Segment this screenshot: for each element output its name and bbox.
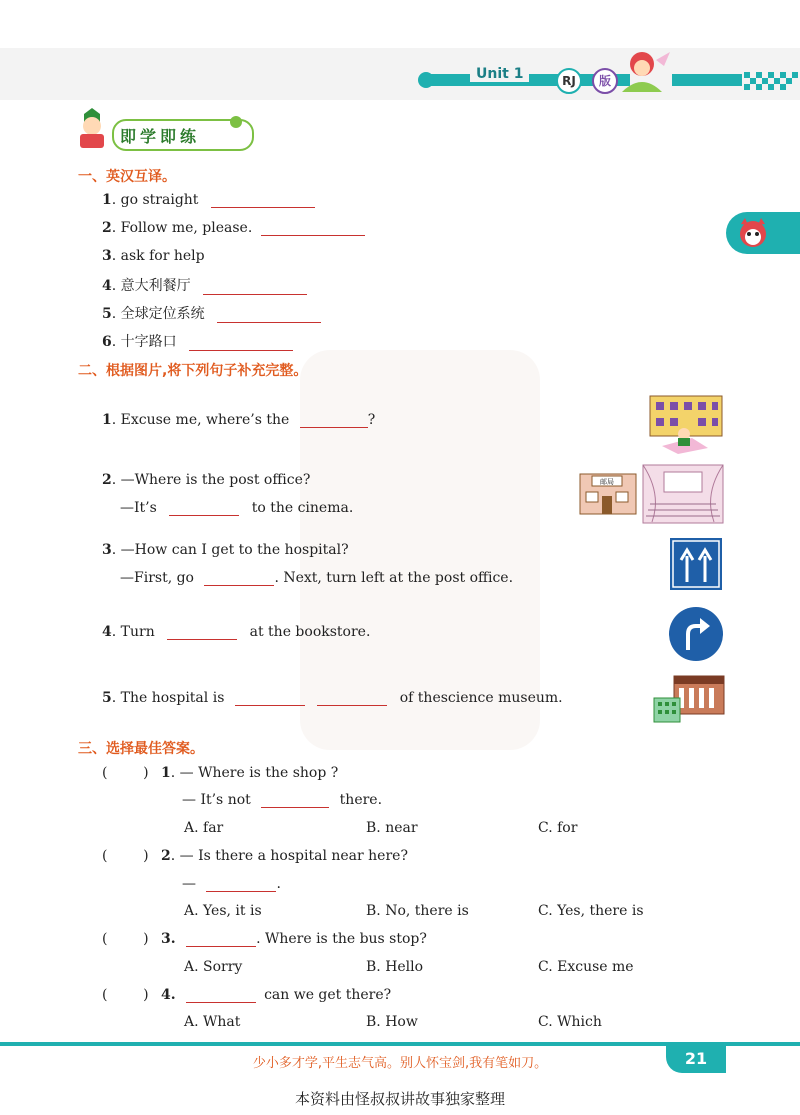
s3-q2-line2 (182, 876, 281, 892)
item-number: 6 (102, 334, 112, 350)
hospital-museum-picture-icon (652, 672, 726, 724)
answer-paren[interactable]: ( ) (102, 765, 149, 781)
item-text: . ask for help (111, 248, 205, 264)
s2-q2-line2 (120, 500, 353, 516)
q-text-end: at the bookstore. (249, 624, 371, 640)
item-number: 2 (102, 472, 112, 488)
item-number: 1 (102, 192, 112, 208)
q-text: . Excuse me, where’s the (111, 412, 290, 428)
q-text-end: ? (367, 412, 376, 428)
page-number: 21 (666, 1045, 726, 1073)
s2-q1 (102, 412, 375, 428)
cinema-picture-icon (642, 464, 724, 524)
s2-q5 (102, 690, 563, 706)
option-a[interactable]: A. What (184, 1014, 241, 1030)
s2-q3-line1 (102, 542, 349, 558)
option-b[interactable]: B. How (366, 1014, 418, 1030)
answer-blank[interactable] (169, 503, 239, 516)
s3-q3-line1: ( ) 3. . Where is the bus stop? (102, 931, 427, 947)
option-a[interactable]: A. Sorry (184, 959, 243, 975)
q-text: . — Is there a hospital near here? (170, 848, 408, 864)
unit-bar-dot (418, 72, 434, 88)
q-text: . —Where is the post office? (111, 472, 311, 488)
section1-title: 一、英汉互译。 (78, 169, 176, 185)
option-a[interactable]: A. far (184, 820, 224, 836)
section3-title: 三、选择最佳答案。 (78, 741, 204, 757)
item-number: 4 (160, 987, 171, 1003)
option-c[interactable]: C. Excuse me (538, 959, 634, 975)
checkered-pattern-icon (672, 70, 800, 94)
unit-label: Unit 1 (470, 66, 529, 82)
answer-paren[interactable]: ( ) (102, 931, 149, 947)
s1-item-3 (102, 248, 205, 264)
answer-blank[interactable] (217, 310, 321, 323)
answer-blank[interactable] (317, 693, 387, 706)
q-text-end: to the cinema. (251, 500, 354, 516)
q-text-end: of thescience museum. (399, 690, 563, 706)
s1-item-1 (102, 192, 315, 208)
q-text-end: . Next, turn left at the post office. (274, 570, 514, 586)
s2-q2-line1 (102, 472, 310, 488)
boy-reading-icon (74, 108, 110, 152)
item-number: 1 (102, 412, 112, 428)
q-text: . — Where is the shop ? (170, 765, 339, 781)
option-c[interactable]: C. Which (538, 1014, 602, 1030)
q-text: . —How can I get to the hospital? (111, 542, 349, 558)
q-text-end: . (276, 876, 281, 892)
answer-blank[interactable] (204, 573, 274, 586)
item-number: 4 (102, 278, 112, 294)
q-text: — It’s not (182, 792, 251, 808)
fox-mascot-icon (736, 216, 770, 250)
s1-item-4 (102, 275, 307, 295)
edition-badge: 版 (592, 68, 618, 94)
s3-q2-line1 (102, 848, 408, 864)
title-dot (230, 116, 242, 128)
item-number: 3 (102, 542, 112, 558)
post-sign-text: 邮局 (600, 478, 614, 486)
library-picture-icon (648, 388, 726, 454)
post-office-picture-icon (578, 470, 640, 516)
cartoon-girl-icon (612, 46, 674, 96)
item-number: 3 (160, 931, 171, 947)
item-number: 2 (160, 848, 171, 864)
answer-blank[interactable] (235, 693, 305, 706)
q-text: can we get there? (264, 987, 392, 1003)
s3-q1-line1 (102, 765, 338, 781)
answer-blank[interactable] (261, 223, 365, 236)
answer-blank[interactable] (300, 415, 368, 428)
footer-motto: 少小多才学,平生志气高。别人怀宝剑,我有笔如刀。 (252, 1056, 548, 1071)
s2-q3-line2 (120, 570, 513, 586)
q-text: — (182, 876, 196, 892)
s1-item-2 (102, 220, 365, 236)
option-c[interactable]: C. for (538, 820, 578, 836)
q-text: . Where is the bus stop? (256, 931, 427, 947)
item-text: . Follow me, please. (111, 220, 253, 236)
answer-blank[interactable] (261, 795, 329, 808)
option-b[interactable]: B. No, there is (366, 903, 469, 919)
item-text: . go straight (111, 192, 199, 208)
q-text-end: there. (339, 792, 383, 808)
q-text: . Turn (111, 624, 155, 640)
item-number: 2 (102, 220, 112, 236)
answer-blank[interactable] (211, 195, 315, 208)
answer-blank[interactable] (203, 282, 307, 295)
option-c[interactable]: C. Yes, there is (538, 903, 644, 919)
s1-item-5 (102, 303, 321, 323)
item-text: . 全球定位系统 (111, 306, 205, 322)
answer-blank[interactable] (186, 990, 256, 1003)
item-number: 3 (102, 248, 112, 264)
item-number: 5 (102, 690, 112, 706)
answer-blank[interactable] (186, 934, 256, 947)
option-b[interactable]: B. near (366, 820, 418, 836)
s3-q4-line1: ( ) 4. can we get there? (102, 987, 392, 1003)
item-number: 1 (160, 765, 171, 781)
answer-blank[interactable] (167, 627, 237, 640)
option-b[interactable]: B. Hello (366, 959, 424, 975)
rj-badge: RJ (556, 68, 582, 94)
answer-blank[interactable] (206, 879, 276, 892)
q-text: —First, go (120, 570, 194, 586)
answer-paren[interactable]: ( ) (102, 848, 149, 864)
practice-title: 即学即练 (120, 127, 201, 146)
answer-blank[interactable] (189, 338, 293, 351)
item-text: . 十字路口 (111, 334, 177, 350)
answer-paren[interactable]: ( ) (102, 987, 149, 1003)
q-text: . The hospital is (111, 690, 225, 706)
section2-title: 二、根据图片,将下列句子补充完整。 (78, 363, 308, 379)
footer-credit: 本资料由怪叔叔讲故事独家整理 (294, 1090, 505, 1108)
go-straight-sign-icon (670, 538, 722, 590)
s2-q4 (102, 624, 370, 640)
s3-q1-line2 (182, 792, 382, 808)
turn-right-sign-icon (668, 606, 724, 662)
s1-item-6 (102, 331, 293, 351)
item-text: . 意大利餐厅 (111, 278, 191, 294)
item-number: 4 (102, 624, 112, 640)
q-text: —It’s (120, 500, 157, 516)
option-a[interactable]: A. Yes, it is (184, 903, 262, 919)
item-number: 5 (102, 306, 112, 322)
